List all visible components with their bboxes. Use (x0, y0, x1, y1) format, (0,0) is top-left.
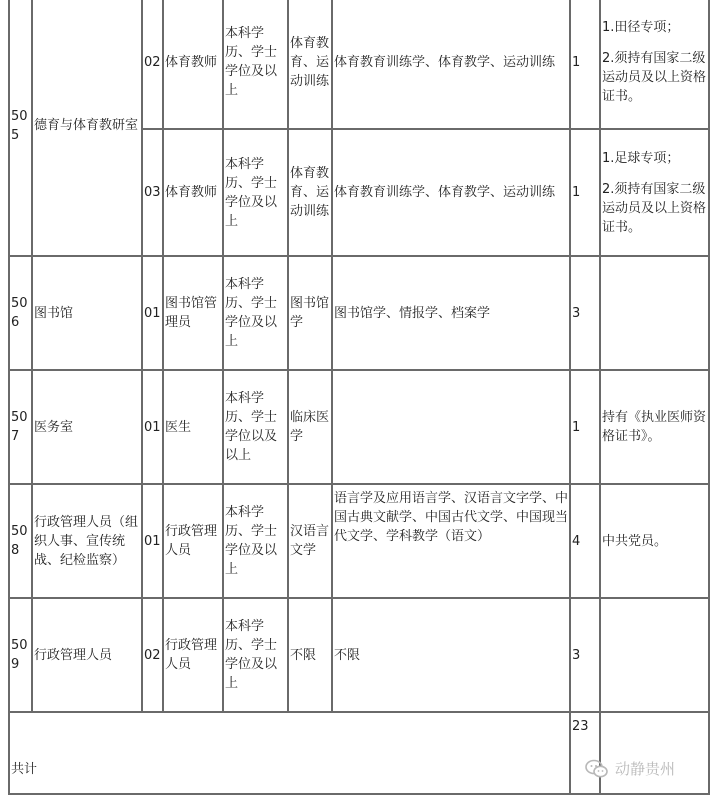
recruitment-table (8, 0, 710, 795)
position-cell: 图书馆管理员 (163, 256, 223, 370)
major-category-cell: 汉语言文学 (288, 484, 332, 598)
total-label: 共计 (9, 712, 570, 794)
majors-cell: 体育教育训练学、体育教学、运动训练 (332, 0, 570, 129)
dept-cell: 图书馆 (32, 256, 142, 370)
count-cell: 3 (570, 598, 600, 712)
notes-cell (600, 484, 709, 598)
count-cell: 1 (570, 129, 600, 256)
table-row (9, 598, 709, 712)
note-line: 1.田径专项； (602, 20, 680, 35)
notes-cell (600, 712, 709, 794)
watermark (585, 758, 675, 779)
major-category-cell: 不限 (288, 598, 332, 712)
major-category-cell: 图书馆学 (288, 256, 332, 370)
pos-code-cell: 03 (142, 129, 163, 256)
major-category-cell: 体育教育、运动训练 (288, 129, 332, 256)
education-cell: 本科学历、学士学位及以上 (223, 129, 288, 256)
majors-cell: 不限 (332, 598, 570, 712)
education-cell: 本科学历、学士学位及以上 (223, 256, 288, 370)
notes-cell (600, 598, 709, 712)
dept-cell: 行政管理人员（组织人事、宣传统战、纪检监察） (32, 484, 142, 598)
watermark-text: 动静贵州 (615, 760, 676, 778)
major-category-cell: 临床医学 (288, 370, 332, 484)
majors-cell: 体育教育训练学、体育教学、运动训练 (332, 129, 570, 256)
total-row (9, 712, 709, 794)
dept-cell: 行政管理人员 (32, 598, 142, 712)
position-cell: 行政管理人员 (163, 598, 223, 712)
major-category-cell: 体育教育、运动训练 (288, 0, 332, 129)
count-cell: 3 (570, 256, 600, 370)
note-line: 2.须持有国家二级运动员及以上资格证书。 (602, 51, 707, 104)
pos-code-cell: 01 (142, 256, 163, 370)
pos-code-cell: 01 (142, 484, 163, 598)
note-line: 2.须持有国家二级运动员及以上资格证书。 (602, 181, 707, 235)
dept-code-cell: 507 (9, 370, 32, 484)
education-cell: 本科学历、学士学位及以上 (223, 484, 288, 598)
education-cell: 本科学历、学士学位及以上 (223, 0, 288, 129)
wechat-icon (585, 759, 609, 779)
table-row (9, 0, 709, 129)
dept-code-cell: 509 (9, 598, 32, 712)
count-cell: 1 (570, 370, 600, 484)
pos-code-cell: 02 (142, 0, 163, 129)
majors-cell: 语言学及应用语言学、汉语言文字学、中国古典文献学、中国古代文学、中国现当代文学、学科教学（语文） (332, 484, 570, 598)
pos-code-cell: 01 (142, 370, 163, 484)
position-cell: 体育教师 (163, 0, 223, 129)
table-row (9, 370, 709, 484)
count-cell: 4 (570, 484, 600, 598)
table-row (9, 484, 709, 598)
notes-cell (600, 129, 709, 256)
majors-cell: 图书馆学、情报学、档案学 (332, 256, 570, 370)
notes-cell (600, 256, 709, 370)
position-cell: 行政管理人员 (163, 484, 223, 598)
table-row (9, 256, 709, 370)
dept-code-cell: 508 (9, 484, 32, 598)
notes-cell (600, 0, 709, 129)
dept-cell: 医务室 (32, 370, 142, 484)
note-line: 中共党员。 (602, 533, 668, 549)
majors-cell (332, 370, 570, 484)
dept-code-cell: 505 (9, 0, 32, 256)
education-cell: 本科学历、学士学位以及以上 (223, 370, 288, 484)
education-cell: 本科学历、学士学位及以上 (223, 598, 288, 712)
notes-cell (600, 370, 709, 484)
dept-code-cell: 506 (9, 256, 32, 370)
total-value: 23 (570, 712, 600, 794)
note-line: 1.足球专项； (602, 150, 680, 166)
position-cell: 体育教师 (163, 129, 223, 256)
count-cell: 1 (570, 0, 600, 129)
pos-code-cell: 02 (142, 598, 163, 712)
position-cell: 医生 (163, 370, 223, 484)
note-line: 持有《执业医师资格证书》。 (602, 410, 707, 444)
dept-cell: 德育与体育教研室 (32, 0, 142, 256)
